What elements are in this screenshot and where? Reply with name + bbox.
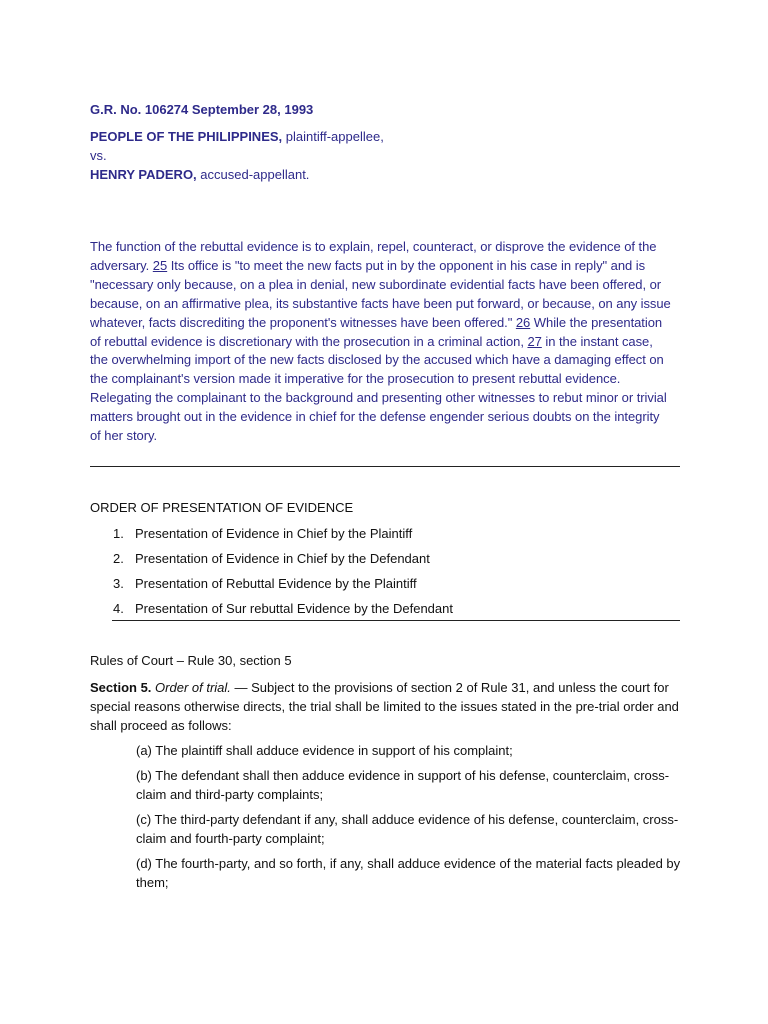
list-item: (b) The defendant shall then adduce evidence in support of his defense, counterclaim, cross-claim and third-party complaints; — [136, 768, 670, 802]
section-title: Order of trial. — [155, 680, 231, 695]
list-number: 1. — [113, 526, 124, 541]
list-item — [113, 524, 453, 549]
party-plaintiff — [90, 127, 690, 146]
rules-heading: Rules of Court – Rule 30, section 5 — [90, 653, 292, 668]
section-5-paragraph — [90, 678, 680, 735]
order-heading: ORDER OF PRESENTATION OF EVIDENCE — [90, 500, 354, 515]
plaintiff-role: plaintiff-appellee, — [282, 129, 384, 144]
list-number: 2. — [113, 551, 124, 566]
rebuttal-text-2: Its office is "to meet the new facts put in by the opponent in his case in reply" and is "necessary only because, on a plea in denial, new subordinate evidential facts have been offered, or because, on an affirmative plea, its substantive facts have been put forward, or because, on any issue whatever, facts discrediting the proponent's witnesses have been offered." — [90, 257, 671, 330]
accused-role: accused-appellant. — [196, 167, 310, 182]
footnote-link-26[interactable]: 26 — [515, 314, 531, 330]
list-item: (c) The third-party defendant if any, shall adduce evidence of his defense, counterclaim, cross-claim and fourth-party complaint; — [136, 812, 679, 846]
plaintiff-name: PEOPLE OF THE PHILIPPINES, — [90, 129, 283, 144]
list-text: Presentation of Sur rebuttal Evidence by the Defendant — [135, 601, 453, 616]
rebuttal-text-1: The function of the rebuttal evidence is to explain, repel, counteract, or disprove the evidence of the adversary. — [90, 239, 657, 273]
list-text: Presentation of Evidence in Chief by the Plaintiff — [135, 526, 413, 541]
list-text: Presentation of Rebuttal Evidence by the Plaintiff — [135, 576, 417, 591]
footnote-link-27[interactable]: 27 — [527, 333, 542, 349]
list-item — [113, 549, 453, 574]
footnote-link-25[interactable]: 25 — [152, 257, 168, 273]
list-text: Presentation of Evidence in Chief by the Defendant — [135, 551, 430, 566]
case-caption — [90, 100, 690, 184]
list-item: (d) The fourth-party, and so forth, if any, shall adduce evidence of the material facts pleaded by them; — [136, 856, 681, 890]
rebuttal-text-3: While the presentation of rebuttal evidence is discretionary with the prosecution in a criminal action, — [90, 314, 663, 349]
rebuttal-paragraph — [90, 238, 672, 446]
versus: vs. — [90, 148, 107, 163]
rebuttal-text-4: in the instant case, the overwhelming import of the new facts disclosed by the accused which have a damaging effect on the complainant's version made it imperative for the prosecution to present rebuttal evidence. Relegating the complainant to the background and presenting other witnesses to rebut minor or trivial matters brought out in the evidence in chief for the defense engender serious doubts on the integrity of her story. — [90, 333, 667, 444]
list-number: 3. — [113, 576, 124, 591]
accused-name: HENRY PADERO, — [90, 167, 197, 182]
list-item: (a) The plaintiff shall adduce evidence in support of his complaint; — [136, 743, 513, 758]
list-item — [113, 574, 453, 599]
party-accused — [90, 165, 690, 184]
divider-line — [90, 466, 680, 467]
trial-order-items — [136, 741, 681, 898]
list-number: 4. — [113, 601, 124, 616]
section-text: — Subject to the provisions of section 2 of Rule 31, and unless the court for special reasons otherwise directs, the trial shall be limited to the issues stated in the pre-trial order and shall proceed as follows: — [90, 680, 679, 733]
divider-line — [112, 620, 680, 621]
order-list — [113, 524, 453, 624]
section-label: Section 5. — [90, 680, 152, 695]
case-number: G.R. No. 106274 September 28, 1993 — [90, 102, 314, 117]
